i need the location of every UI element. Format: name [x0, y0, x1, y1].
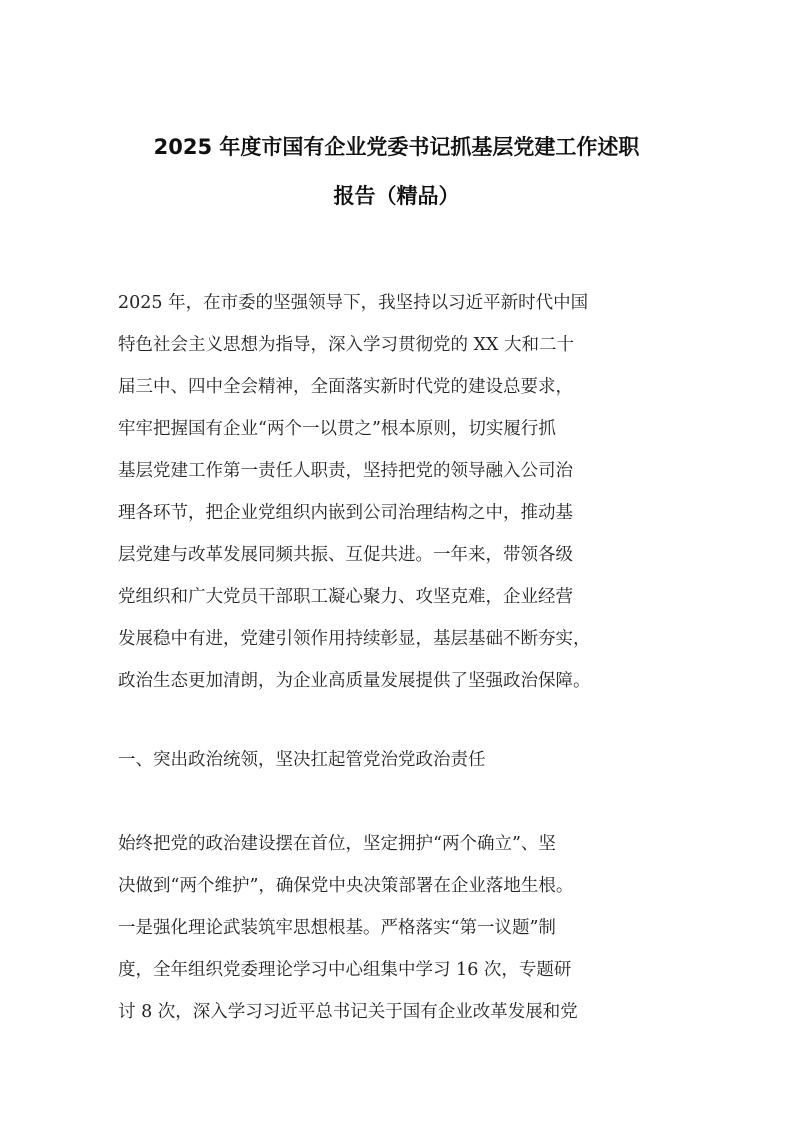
paragraph-line: 层党建与改革发展同频共振、互促共进。一年来，带领各级: [118, 545, 573, 565]
paragraph-line: 发展稳中有进，党建引领作用持续彰显，基层基础不断夯实，: [118, 629, 591, 649]
paragraph-line: 2025 年，在市委的坚强领导下，我坚持以习近平新时代中国: [118, 293, 589, 313]
paragraph-line: 政治生态更加清朗，为企业高质量发展提供了坚强政治保障。: [118, 671, 591, 691]
paragraph-line: 特色社会主义思想为指导，深入学习贯彻党的 XX 大和二十: [118, 335, 575, 355]
paragraph-line: 基层党建工作第一责任人职责，坚持把党的领导融入公司治: [118, 461, 573, 481]
paragraph-line: 党组织和广大党员干部职工凝心聚力、攻坚克难，企业经营: [118, 587, 573, 607]
paragraph-line: 理各环节，把企业党组织内嵌到公司治理结构之中，推动基: [118, 503, 573, 523]
paragraph-line: 届三中、四中全会精神，全面落实新时代党的建设总要求，: [118, 377, 573, 397]
document-title-line-2: 报告（精品）: [333, 184, 460, 208]
document-title-line-1: 2025 年度市国有企业党委书记抓基层党建工作述职: [153, 135, 640, 159]
section-heading-1: 一、突出政治统领，坚决扛起管党治党政治责任: [118, 750, 486, 770]
paragraph-line: 讨 8 次，深入学习习近平总书记关于国有企业改革发展和党: [118, 1002, 578, 1022]
paragraph-line: 决做到“两个维护”，确保党中央决策部署在企业落地生根。: [118, 876, 574, 896]
paragraph-line: 度，全年组织党委理论学习中心组集中学习 16 次，专题研: [118, 960, 572, 980]
paragraph-line: 始终把党的政治建设摆在首位，坚定拥护“两个确立”、坚: [118, 834, 556, 854]
paragraph-line: 牢牢把握国有企业“两个一以贯之”根本原则，切实履行抓: [118, 419, 556, 439]
paragraph-line: 一是强化理论武装筑牢思想根基。严格落实“第一议题”制: [118, 918, 556, 938]
